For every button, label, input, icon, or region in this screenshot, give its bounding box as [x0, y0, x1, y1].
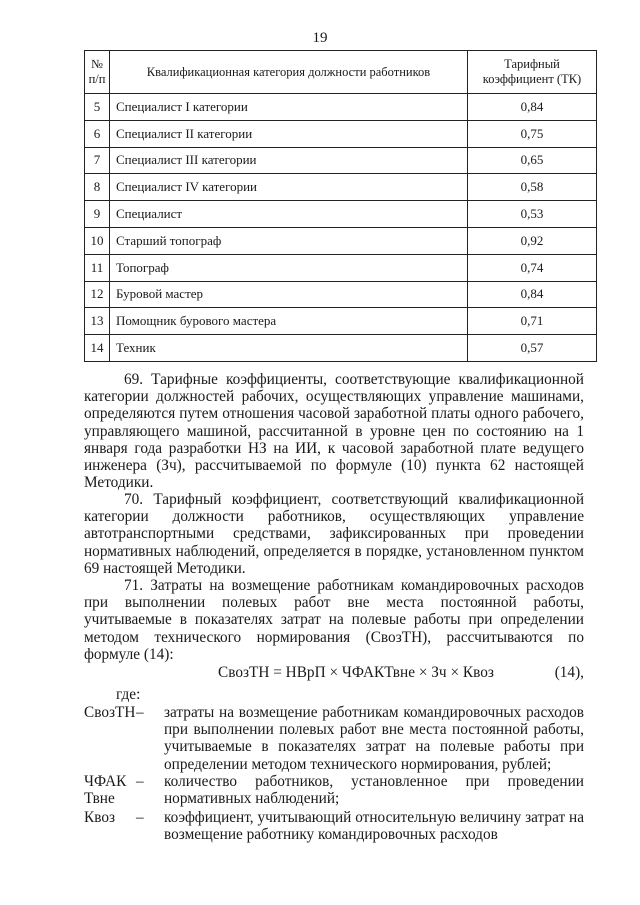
row-coefficient: 0,84 [468, 94, 597, 121]
formula-number: (14), [554, 664, 584, 681]
row-number: 12 [85, 281, 110, 308]
table-header-row [85, 51, 597, 94]
row-category: Старший топограф [110, 227, 468, 254]
header-number: № п/п [85, 51, 110, 94]
row-coefficient: 0,75 [468, 120, 597, 147]
definition-dash: – [136, 704, 144, 721]
row-coefficient: 0,71 [468, 308, 597, 335]
row-coefficient: 0,74 [468, 254, 597, 281]
formula-14 [200, 664, 584, 686]
paragraph-71-text: 71. Затраты на возмещение работникам командировочных расходов при выполнении полевых работ вне места постоянной работы, учитываемые в показателях затрат на полевые работы при определении методом технического нормирования (СвозТН), рассчитываются по формуле (14): [84, 577, 584, 663]
paragraph-70-text: 70. Тарифный коэффициент, соответствующий квалификационной категории должности работников, осуществляющих управление автотранспортными средствами, зафиксированных при проведении нормативных наблюдений, определяется в порядке, установленном пунктом 69 настоящей Методики. [84, 491, 584, 577]
row-category: Специалист I категории [110, 94, 468, 121]
definition-symbol: Квоз [84, 809, 116, 826]
definition-c-voz-tn [84, 704, 584, 774]
table-row [85, 120, 597, 147]
definition-text: количество работников, установленное при проведении нормативных наблюдений; [164, 773, 584, 808]
row-coefficient: 0,84 [468, 281, 597, 308]
table-body [85, 94, 597, 362]
definition-dash: – [136, 773, 144, 790]
table-row [85, 335, 597, 362]
paragraph-69-text: 69. Тарифные коэффициенты, соответствующие квалификационной категории должностей рабочих, осуществляющих управление машинами, определяются путем отношения часовой заработной платы одного рабочего, управляющего машиной, рассчитанной в уровне цен по состоянию на 1 января года разработки НЗ на ИИ, к часовой заработной плате ведущего инженера (Зч), рассчитываемой по формуле (10) пункта 62 настоящей Методики. [84, 371, 584, 492]
definition-ch-fakt [84, 773, 584, 809]
row-category: Буровой мастер [110, 281, 468, 308]
row-category: Специалист II категории [110, 120, 468, 147]
row-category: Специалист III категории [110, 147, 468, 174]
table-row [85, 94, 597, 121]
paragraph-71 [84, 577, 584, 663]
table-row [85, 201, 597, 228]
table-row [85, 227, 597, 254]
row-number: 14 [85, 335, 110, 362]
row-category: Помощник бурового мастера [110, 308, 468, 335]
definition-symbol: ЧФАК Твне [84, 773, 127, 808]
paragraph-70 [84, 491, 584, 577]
row-category: Топограф [110, 254, 468, 281]
header-coefficient: Тарифный коэффициент (ТК) [468, 51, 597, 94]
where-label: где: [116, 686, 141, 703]
definition-symbol: СвозТН [84, 704, 136, 721]
definition-dash: – [136, 809, 144, 826]
table-row [85, 308, 597, 335]
row-number: 10 [85, 227, 110, 254]
row-coefficient: 0,57 [468, 335, 597, 362]
row-coefficient: 0,92 [468, 227, 597, 254]
table-row [85, 174, 597, 201]
definition-text: коэффициент, учитывающий относительную величину затрат на возмещение работнику командировочных расходов [164, 809, 584, 844]
header-category: Квалификационная категория должности работников [110, 51, 468, 94]
page-number: 19 [312, 30, 328, 46]
table-row [85, 281, 597, 308]
row-category: Специалист [110, 201, 468, 228]
formula-expression: СвозТН = НВрП × ЧФАКТвне × Зч × Квоз [218, 664, 494, 681]
table-row [85, 254, 597, 281]
row-number: 7 [85, 147, 110, 174]
table-row [85, 147, 597, 174]
row-number: 9 [85, 201, 110, 228]
row-number: 13 [85, 308, 110, 335]
row-category: Техник [110, 335, 468, 362]
row-coefficient: 0,58 [468, 174, 597, 201]
row-number: 8 [85, 174, 110, 201]
definition-text: затраты на возмещение работникам командировочных расходов при выполнении полевых работ вне места постоянной работы, учитываемые в показателях затрат на полевые работы при определении методом технического нормирования, рублей; [164, 704, 584, 773]
paragraph-69 [84, 371, 584, 491]
row-coefficient: 0,65 [468, 147, 597, 174]
tariff-coefficient-table [84, 50, 597, 362]
row-number: 5 [85, 94, 110, 121]
row-number: 11 [85, 254, 110, 281]
row-coefficient: 0,53 [468, 201, 597, 228]
row-category: Специалист IV категории [110, 174, 468, 201]
row-number: 6 [85, 120, 110, 147]
definition-k-voz [84, 809, 584, 845]
